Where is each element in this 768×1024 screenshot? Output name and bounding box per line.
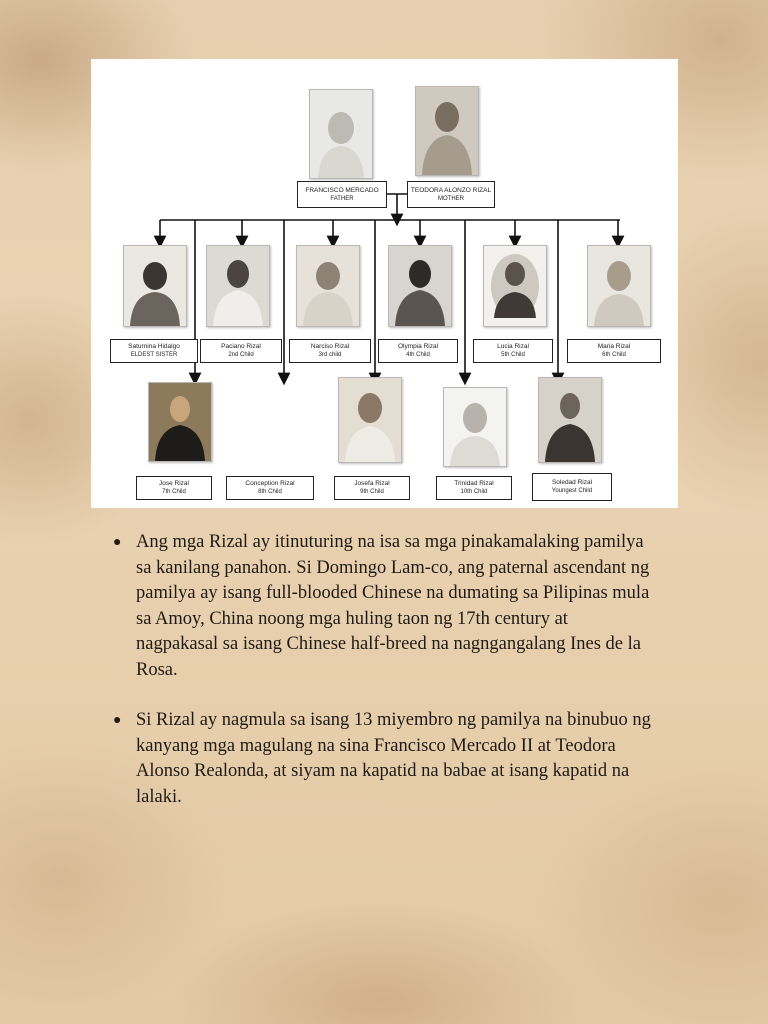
olympia-label: [378, 339, 458, 363]
father-label: [297, 181, 387, 208]
paciano-photo: [206, 245, 270, 327]
lucia-label: [473, 339, 553, 363]
jose-name: Jose Rizal: [159, 480, 189, 487]
narciso-name: Narciso Rizal: [310, 343, 350, 350]
mother-name: TEODORA ALONZO RIZAL: [410, 186, 492, 194]
family-tree-diagram: [91, 59, 678, 508]
father-photo: [309, 89, 373, 179]
saturnina-photo: [123, 245, 187, 327]
saturnina-label: [110, 339, 198, 363]
soledad-label: [532, 473, 612, 501]
soledad-role: Youngest Child: [551, 488, 593, 494]
conception-name: Conception Rizal: [245, 480, 295, 487]
maria-name: Maria Rizal: [597, 343, 631, 350]
lucia-photo: [483, 245, 547, 327]
paciano-label: [200, 339, 282, 363]
saturnina-name: Saturnina Hidalgo: [128, 343, 180, 350]
lucia-name: Lucia Rizal: [497, 343, 529, 350]
saturnina-role: ELDEST SISTER: [130, 352, 178, 358]
olympia-name: Olympia Rizal: [397, 343, 439, 350]
trinidad-role: 10th Child: [460, 489, 488, 495]
olympia-role: 4th Child: [406, 352, 430, 358]
trinidad-photo: [443, 387, 507, 467]
mother-photo: [415, 86, 479, 176]
narciso-photo: [296, 245, 360, 327]
jose-role: 7th Child: [162, 489, 186, 495]
father-role: FATHER: [330, 195, 354, 202]
bullet-dot-icon: ●: [113, 535, 122, 550]
paciano-role: 2nd Child: [228, 352, 254, 358]
conception-label: [226, 476, 314, 500]
soledad-name: Soledad Rizal: [551, 479, 593, 486]
maria-photo: [587, 245, 651, 327]
soledad-photo: [538, 377, 602, 463]
josefa-name: Josefa Rizal: [354, 480, 390, 487]
bullet-item: [113, 708, 653, 810]
mother-label: [407, 181, 495, 208]
conception-role: 8th Child: [258, 489, 282, 495]
narciso-label: [289, 339, 371, 363]
maria-label: [567, 339, 661, 363]
maria-role: 6th Child: [602, 352, 626, 358]
josefa-photo: [338, 377, 402, 463]
josefa-role: 9th Child: [360, 489, 384, 495]
father-name: FRANCISCO MERCADO: [305, 186, 379, 194]
jose-label: [136, 476, 212, 500]
olympia-photo: [388, 245, 452, 327]
bullet-dot-icon: ●: [113, 713, 122, 728]
trinidad-name: Trinidad Rizal: [454, 480, 494, 487]
trinidad-label: [436, 476, 512, 500]
bullet-text: Ang mga Rizal ay itinuturing na isa sa mga pinakamalaking pamilya sa kanilang panahon. Si Domingo Lam-co, ang paternal ascendant ng pamilya ay isang full-blooded Chinese na dumating sa Pilipinas mula sa Amoy, China noong mga huling taon ng 17th century at nagpakasal sa isang Chinese half-breed na nagngangalang Ines de la Rosa.: [136, 532, 650, 680]
mother-role: MOTHER: [438, 195, 464, 202]
paciano-name: Paciano Rizal: [221, 343, 261, 350]
jose-photo: [148, 382, 212, 462]
bullet-item: [113, 530, 653, 683]
josefa-label: [334, 476, 410, 500]
narciso-role: 3rd child: [318, 352, 342, 358]
bullet-text: Si Rizal ay nagmula sa isang 13 miyembro ng pamilya na binubuo ng kanyang mga magulang na sina Francisco Mercado II at Teodora Alonso Realonda, at siyam na kapatid na babae at isang kapatid na lalaki.: [136, 710, 651, 807]
lucia-role: 5th Child: [501, 352, 525, 358]
